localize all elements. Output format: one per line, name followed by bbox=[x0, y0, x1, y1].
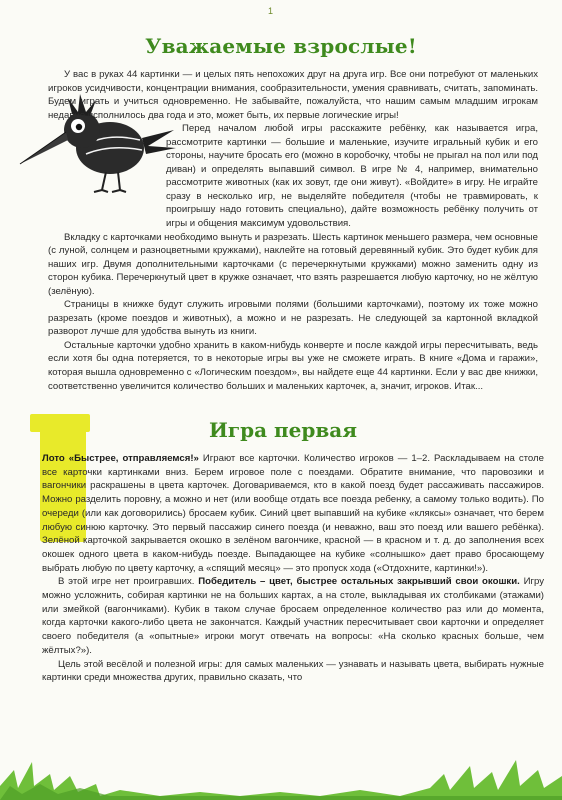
intro-paragraph-2: Перед началом любой игры расскажите ребёнку, как называется игра, рассмотрите картинки — большие и маленькие, изучите игральный кубик и его стороны, научите бросать его (можно в коробочку, чтобы не прыгал на пол или под диван) и определять выпавший символ. В игре № 4, например, внимательно рассмотрите животных (как их зовут, где они живут). «Войдите» в игру. Не играйте сразу в несколько игр, не выделяйте победителя (чтобы не травмировать, к проигрышу надо готовить специально), дайте возможность ребёнку получить от игры и общения максимум удовольствия. bbox=[166, 123, 538, 230]
game-name: Лото «Быстрее, отправляемся!» bbox=[42, 453, 199, 464]
intro-paragraph-3: Вкладку с карточками необходимо вынуть и разрезать. Шесть картинок меньшего размера, чем основные (с луной, солнцем и разноцветными кружками), наклейте на готовый деревянный кубик. Это будет кубик для наших игр. Двумя дополнительными карточками (с перечеркнутыми кружками) можно заменить одну из сторон кубика. Перечеркнутый цвет в кружке означает, что взять разрешается любую карточку, но не жёлтую (зелёную). bbox=[48, 231, 538, 297]
page-number: 1 bbox=[268, 6, 274, 16]
winner-rule: Победитель – цвет, быстрее остальных закрывший свои окошки. bbox=[198, 576, 520, 588]
game-title: Игра первая bbox=[208, 418, 358, 442]
intro-paragraph-4: Страницы в книжке будут служить игровыми полями (большими карточками), поэтому их тоже можно разрезать (кроме поездов и животных), а можно и не разрезать. Не следующей за картонной вкладкой разворот лучше для удобства вынуть из книги. bbox=[48, 299, 538, 338]
intro-paragraph-5: Остальные карточки удобно хранить в каком-нибудь конверте и после каждой игры пересчитывать, ведь если хотя бы одна потеряется, то в некоторые игры вы уже не сможете играть. В книге «Дома и гаражи», которая вышла одновременно с «Логическим поездом», вы найдете еще 44 картинки. Если у вас две книжки, соответственно увеличится количество больших и маленьких карточек, а, значит, игроков. Итак... bbox=[48, 339, 538, 392]
grass-decoration bbox=[0, 756, 562, 800]
game-paragraph-2: В этой игре нет проигравших. Победитель – цвет, быстрее остальных закрывший свои окошки. Игру можно усложнить, собирая картинки не на больших картах, а на столе, выкладывая их столбиками (этажами) или змейкой (вагончиками). Кубик в таком случае бросаем определенное количество раз или до момента, когда карточки какого-либо цвета не закончатся. Каждый участник пересчитывает свои карточки и определяет своего победителя (а «опытные» игроки могут отвечать на вопросы: «На сколько красных больше, чем жёлтых?»). bbox=[42, 576, 545, 656]
game-paragraph-1: Лото «Быстрее, отправляемся!» Играют все карточки. Количество игроков — 1–2. Раскладываем на столе все карточки картинками вниз. Берем игровое поле с поездами. Обратите внимание, что паровозики и вагончики раскрашены в цвета карточек. Договариваемся, кто в какой поезд будет рассаживать пассажиров. Можно разделить поровну, а можно и нет (или вообще отдать все поезда ребенку, а самому только водить). По очереди (или как договорились) бросаем кубик. Синий цвет выпавший на кубике «кляксы» означает, что берем любую синюю карточку. Это первый пассажир синего поезда (и неважно, ваш это поезд или вашего ребёнка). Зелёной карточкой закрывается окошко в зелёном вагончике, красной — в красном и т. д. до заполнения всех окошек одного цвета в каком-нибудь поезде. Выпадающее на кубике «солнышко» дает право бросающему выбрать любую по цвету карточку, а «спящий месяц» — это пропуск хода («Отдохните, картинки!»). bbox=[42, 453, 544, 574]
intro-text bbox=[48, 68, 538, 393]
page-title: Уважаемые взрослые! bbox=[145, 34, 417, 58]
intro-paragraph-1: У вас в руках 44 картинки — и целых пять непохожих друг на друга игр. Все они потребуют от маленьких игроков усидчивости, концентрации внимания, сообразительности, умения сравнивать, считать, запоминать. Будем играть и учиться одновременно. Не забывайте, пожалуйста, что нашим самым младшим игрокам недавно исполнилось два года и это, может быть, их первые логические игры! bbox=[48, 69, 538, 121]
game-text bbox=[42, 452, 544, 685]
game-paragraph-3: Цель этой весёлой и полезной игры: для самых маленьких — узнавать и называть цвета, выбирать нужные картинки среди множества других, правильно сказать, что bbox=[42, 658, 544, 684]
